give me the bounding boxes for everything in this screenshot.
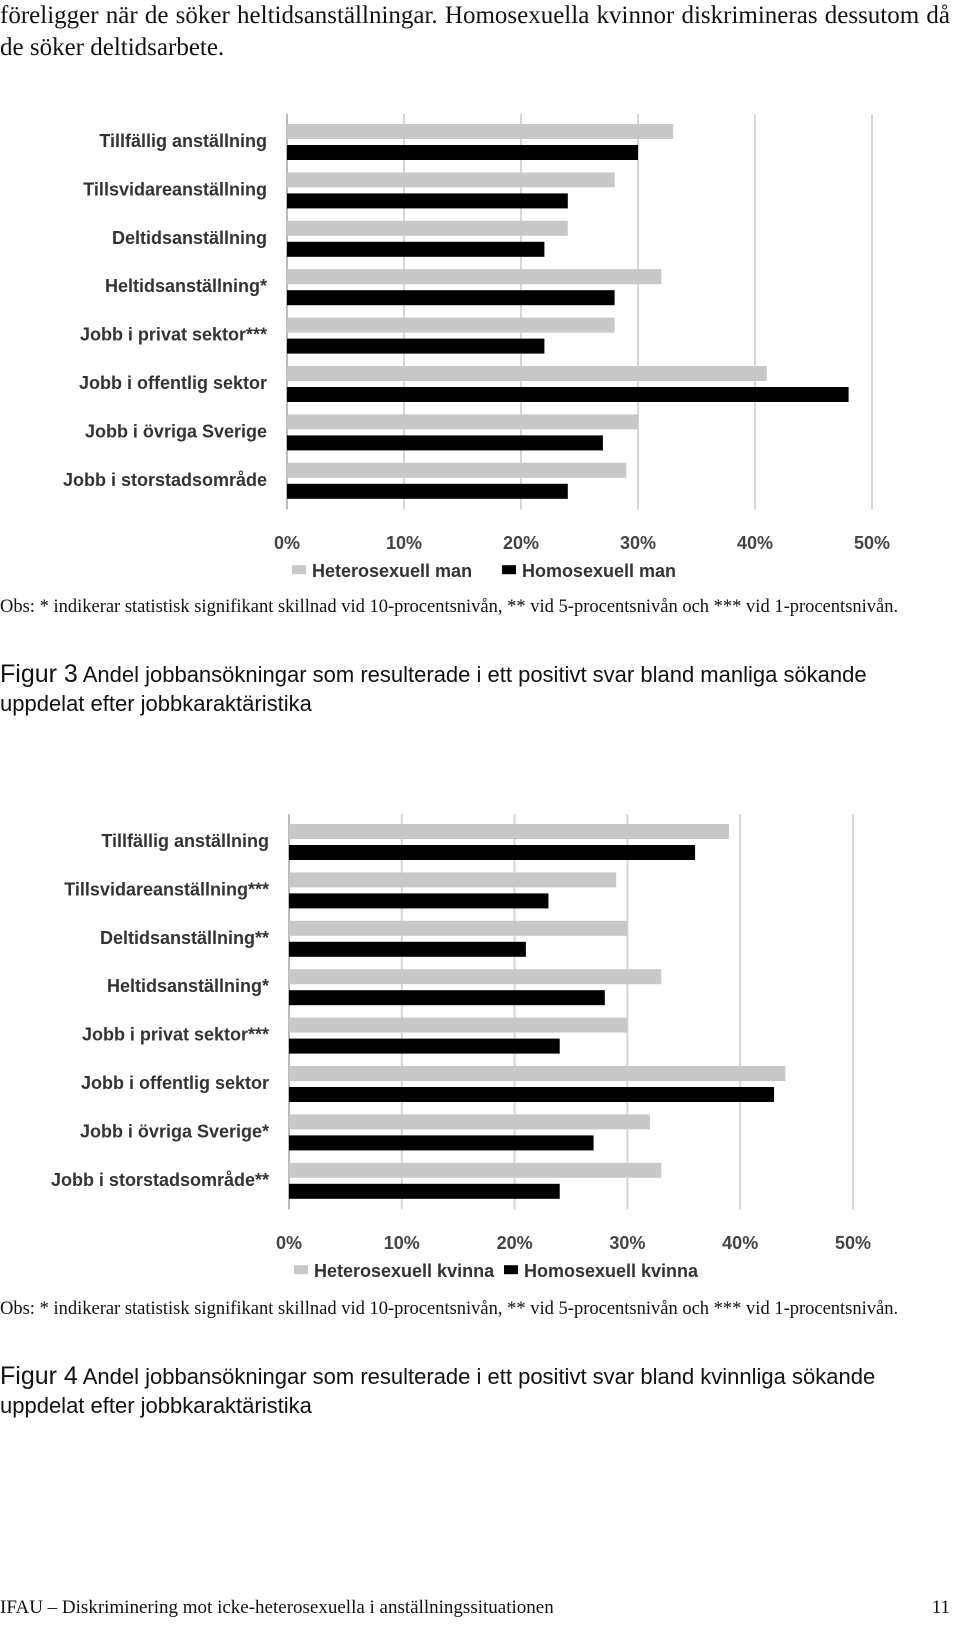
category-label: Tillfällig anställning — [99, 131, 267, 151]
bar-homo — [289, 942, 526, 957]
bar-homo — [287, 193, 568, 208]
category-label: Tillsvidareanställning — [83, 179, 267, 200]
bar-homo — [289, 1087, 774, 1102]
bar-hetero — [289, 969, 661, 984]
bar-hetero — [287, 172, 615, 187]
tick-label: 40% — [736, 533, 774, 554]
figure3-caption-text: Andel jobbansökningar som resulterade i ett positivt svar bland manliga sökande uppdelat efter jobbkaraktäristika — [0, 662, 867, 716]
bar-homo — [287, 435, 603, 450]
bar-hetero — [287, 414, 638, 429]
bar-hetero — [287, 124, 673, 139]
category-label: Heltidsanställning* — [106, 976, 269, 997]
bar-homo — [287, 484, 568, 499]
tick-label: 10% — [383, 1233, 420, 1254]
tick-label: 10% — [385, 533, 423, 554]
bar-hetero — [289, 921, 627, 936]
bar-homo — [289, 990, 605, 1005]
legend-label: Homosexuell man — [522, 561, 677, 582]
tick-label: 50% — [834, 1233, 872, 1254]
category-label: Jobb i storstadsområde** — [50, 1169, 269, 1190]
tick-label: 50% — [853, 533, 891, 554]
bar-homo — [289, 1184, 560, 1199]
category-label: Jobb i storstadsområde — [62, 469, 267, 490]
category-label: Jobb i övriga Sverige* — [79, 1121, 269, 1142]
tick-label: 20% — [496, 1233, 533, 1254]
category-label: Jobb i offentlig sektor — [78, 373, 267, 393]
category-label: Jobb i privat sektor*** — [79, 324, 267, 345]
bar-hetero — [289, 1066, 785, 1081]
legend-swatch — [294, 1265, 308, 1274]
category-label: Jobb i privat sektor*** — [81, 1024, 269, 1045]
figure4-caption-label: Figur 4 — [0, 1362, 78, 1390]
bar-homo — [289, 845, 695, 860]
bar-homo — [287, 145, 638, 160]
category-label: Tillfällig anställning — [101, 831, 269, 851]
category-label: Jobb i övriga Sverige — [84, 421, 267, 442]
tick-label: 30% — [619, 533, 657, 554]
tick-label: 30% — [609, 1233, 646, 1254]
bar-hetero — [287, 366, 767, 381]
figure3-note: Obs: * indikerar statistisk signifikant skillnad vid 10-procentsnivån, ** vid 5-procentsnivån och *** vid 1-procentsnivån. — [0, 597, 899, 617]
legend-swatch — [292, 565, 306, 574]
bar-homo — [287, 242, 544, 257]
bar-homo — [287, 290, 615, 305]
bar-hetero — [289, 824, 729, 839]
bar-homo — [289, 893, 548, 908]
tick-label: 20% — [502, 533, 540, 554]
figure3-chart — [0, 100, 960, 590]
tick-label: 40% — [722, 1233, 759, 1254]
page-number: 11 — [931, 1597, 950, 1618]
bar-homo — [287, 339, 544, 354]
tick-label: 0% — [273, 533, 301, 554]
figure3-caption-label: Figur 3 — [0, 660, 78, 688]
category-label: Jobb i offentlig sektor — [80, 1073, 269, 1093]
intro-paragraph: föreligger när de söker heltidsanställningar. Homosexuella kvinnor diskrimineras dessutom då de söker deltidsarbete. — [0, 2, 950, 61]
figure4-chart — [0, 800, 960, 1290]
tick-label: 0% — [275, 1233, 303, 1254]
bar-hetero — [287, 463, 626, 478]
bar-hetero — [289, 1018, 627, 1033]
legend-label: Heterosexuell man — [312, 561, 473, 582]
bar-hetero — [289, 872, 616, 887]
figure4-caption-text: Andel jobbansökningar som resulterade i ett positivt svar bland kvinnliga sökande uppdelat efter jobbkaraktäristika — [0, 1364, 876, 1418]
bar-homo — [287, 387, 849, 402]
legend-label: Heterosexuell kvinna — [314, 1261, 495, 1282]
page-footer — [0, 1596, 950, 1620]
category-label: Heltidsanställning* — [104, 276, 267, 297]
bar-hetero — [287, 221, 568, 236]
bar-hetero — [287, 318, 615, 333]
footer-text: IFAU – Diskriminering mot icke-heterosexuella i anställningssituationen — [0, 1597, 554, 1618]
legend-label: Homosexuell kvinna — [524, 1261, 699, 1282]
bar-hetero — [289, 1163, 661, 1178]
category-label: Deltidsanställning — [111, 227, 267, 248]
legend-swatch — [504, 1265, 518, 1274]
bar-hetero — [287, 269, 661, 284]
legend-swatch — [502, 565, 516, 574]
bar-homo — [289, 1135, 594, 1150]
bar-homo — [289, 1039, 560, 1054]
bar-hetero — [289, 1114, 650, 1129]
figure4-caption — [0, 1362, 900, 1420]
category-label: Tillsvidareanställning*** — [64, 879, 269, 900]
figure3-caption — [0, 660, 900, 718]
category-label: Deltidsanställning** — [99, 927, 269, 948]
figure4-note: Obs: * indikerar statistisk signifikant skillnad vid 10-procentsnivån, ** vid 5-procentsnivån och *** vid 1-procentsnivån. — [0, 1299, 899, 1319]
